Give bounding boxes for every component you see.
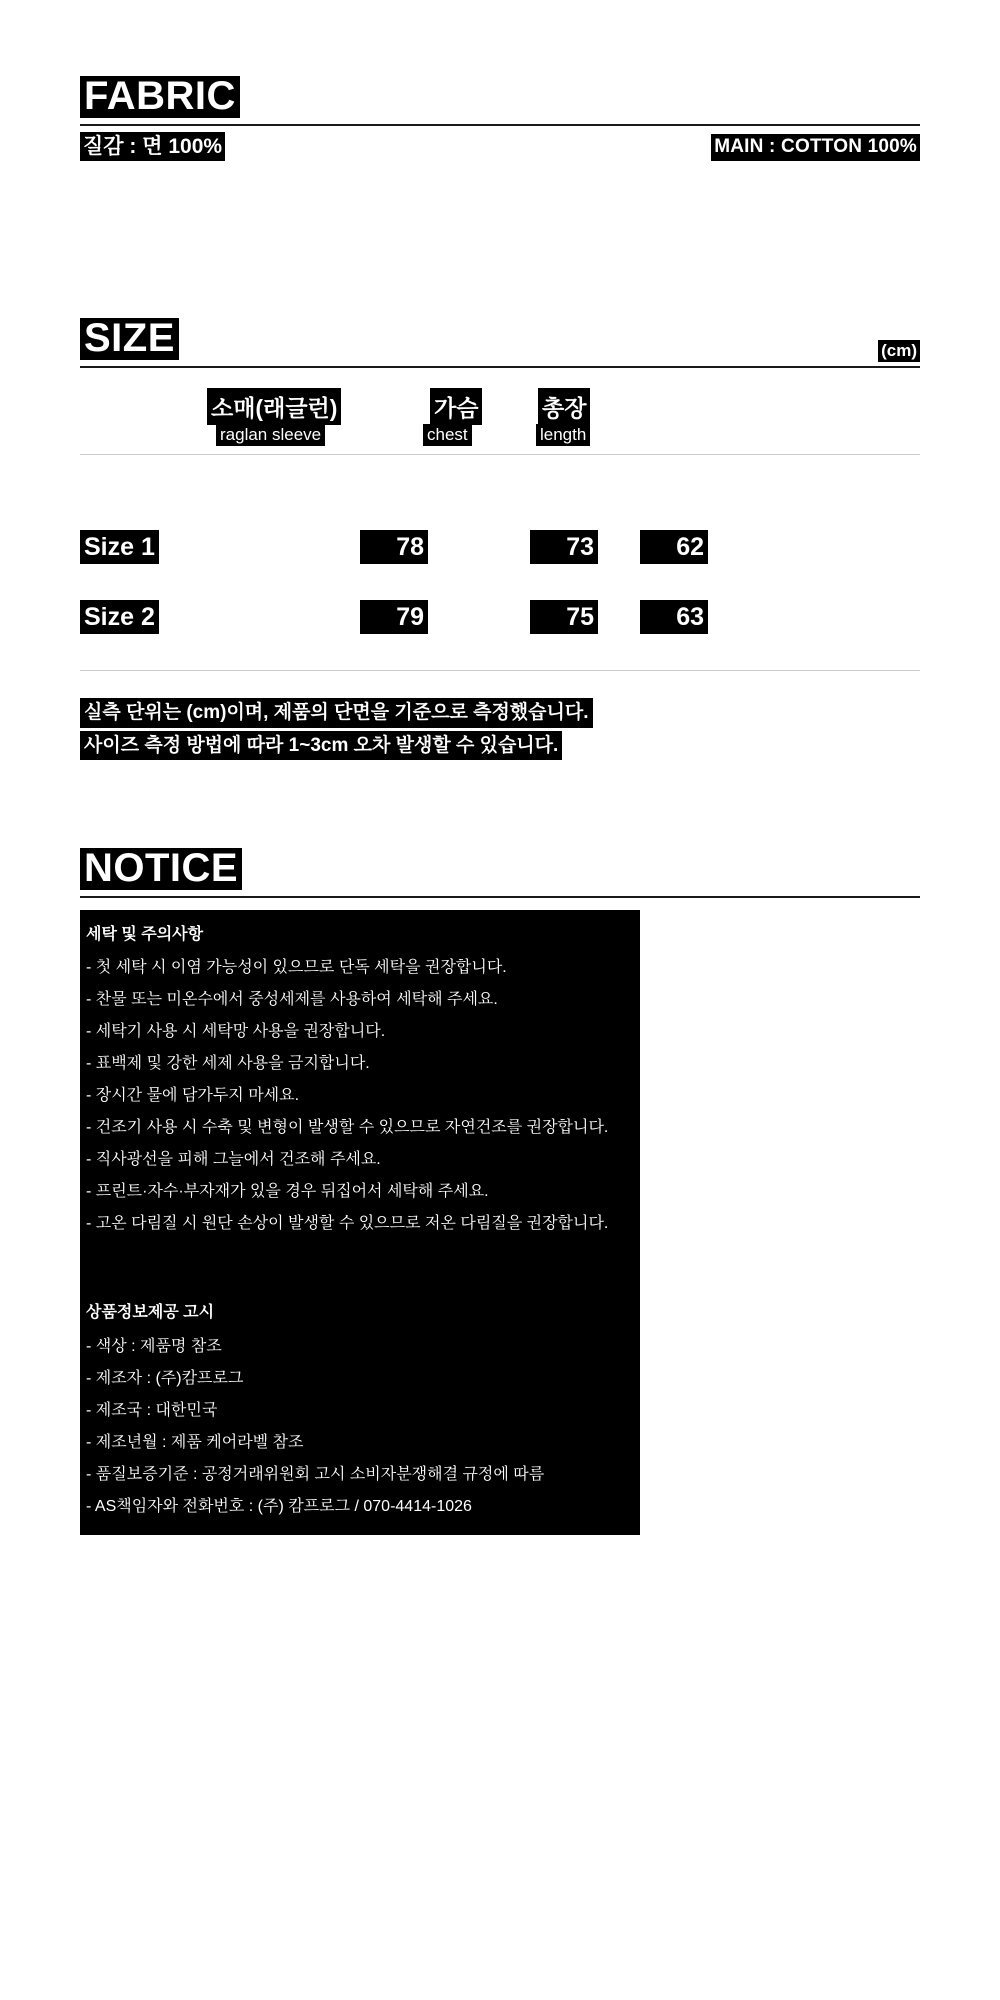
fabric-composition-row xyxy=(80,132,920,166)
product-info-title: 상품정보제공 고시 xyxy=(86,1304,215,1322)
table-row xyxy=(80,530,920,570)
size-row-chest: 75 xyxy=(530,600,598,634)
wash-care-line: - 세탁기 사용 시 세탁망 사용을 권장합니다. xyxy=(86,1023,386,1041)
wash-care-line: - 직사광선을 피해 그늘에서 건조해 주세요. xyxy=(86,1151,381,1169)
wash-care-title: 세탁 및 주의사항 xyxy=(86,926,204,943)
product-info-line: - 제조년월 : 제품 케어라벨 참조 xyxy=(86,1433,304,1451)
size-col-length-kr: 총장 xyxy=(538,388,590,425)
product-info-line: - 색상 : 제품명 참조 xyxy=(86,1337,222,1355)
fabric-heading: FABRIC xyxy=(80,76,240,118)
size-note-line-1: 실측 단위는 (cm)이며, 제품의 단면을 기준으로 측정했습니다. xyxy=(80,698,593,728)
wash-care-line: - 첫 세탁 시 이염 가능성이 있으므로 단독 세탁을 권장합니다. xyxy=(86,959,507,977)
size-col-length-en: length xyxy=(536,424,590,446)
wash-care-line: - 장시간 물에 담가두지 마세요. xyxy=(86,1087,300,1105)
size-row-sleeve: 79 xyxy=(360,600,428,634)
table-row xyxy=(80,600,920,640)
size-row-label: Size 2 xyxy=(80,600,159,634)
product-info-line: - 품질보증기준 : 공정거래위원회 고시 소비자분쟁해결 규정에 따름 xyxy=(86,1465,545,1483)
size-heading-wrap xyxy=(80,318,920,370)
size-col-chest-kr: 가슴 xyxy=(430,388,482,425)
size-unit-label: (cm) xyxy=(878,340,920,362)
size-measurement-note xyxy=(80,698,920,763)
size-row-sleeve: 78 xyxy=(360,530,428,564)
size-col-sleeve-en: raglan sleeve xyxy=(216,424,325,446)
size-row-label: Size 1 xyxy=(80,530,159,564)
fabric-divider xyxy=(80,124,920,126)
size-row-length: 62 xyxy=(640,530,708,564)
product-info-line: - 제조국 : 대한민국 xyxy=(86,1401,218,1419)
wash-care-line: - 건조기 사용 시 수축 및 변형이 발생할 수 있으므로 자연건조를 권장합니다. xyxy=(86,1119,609,1137)
size-col-sleeve-kr: 소매(래글런) xyxy=(207,388,341,425)
wash-care-line: - 표백제 및 강한 세제 사용을 금지합니다. xyxy=(86,1055,370,1073)
notice-heading-wrap xyxy=(80,848,920,900)
size-divider xyxy=(80,366,920,368)
notice-spacer xyxy=(86,1240,634,1298)
product-info-line: - AS책임자와 전화번호 : (주) 캄프로그 / 070-4414-1026 xyxy=(86,1497,472,1515)
wash-care-line: - 고온 다림질 시 원단 손상이 발생할 수 있으므로 저온 다림질을 권장합니다. xyxy=(86,1215,609,1233)
product-info-line: - 제조자 : (주)캄프로그 xyxy=(86,1369,244,1387)
size-table-bottom-divider xyxy=(80,670,920,671)
fabric-heading-wrap xyxy=(80,76,920,128)
size-section xyxy=(80,316,920,756)
wash-care-line: - 프린트·자수·부자재가 있을 경우 뒤집어서 세탁해 주세요. xyxy=(86,1183,489,1201)
fabric-section xyxy=(80,74,920,158)
size-header-divider xyxy=(80,454,920,455)
notice-content-block xyxy=(80,910,640,1535)
size-row-length: 63 xyxy=(640,600,708,634)
fabric-composition-kr: 질감 : 면 100% xyxy=(80,132,225,161)
size-heading: SIZE xyxy=(80,318,179,360)
notice-section xyxy=(80,846,920,1515)
fabric-composition-en: MAIN : COTTON 100% xyxy=(711,134,920,161)
notice-divider xyxy=(80,896,920,898)
size-col-chest-en: chest xyxy=(423,424,472,446)
notice-heading: NOTICE xyxy=(80,848,242,890)
size-row-chest: 73 xyxy=(530,530,598,564)
size-note-line-2: 사이즈 측정 방법에 따라 1~3cm 오차 발생할 수 있습니다. xyxy=(80,731,562,761)
wash-care-line: - 찬물 또는 미온수에서 중성세제를 사용하여 세탁해 주세요. xyxy=(86,991,498,1009)
